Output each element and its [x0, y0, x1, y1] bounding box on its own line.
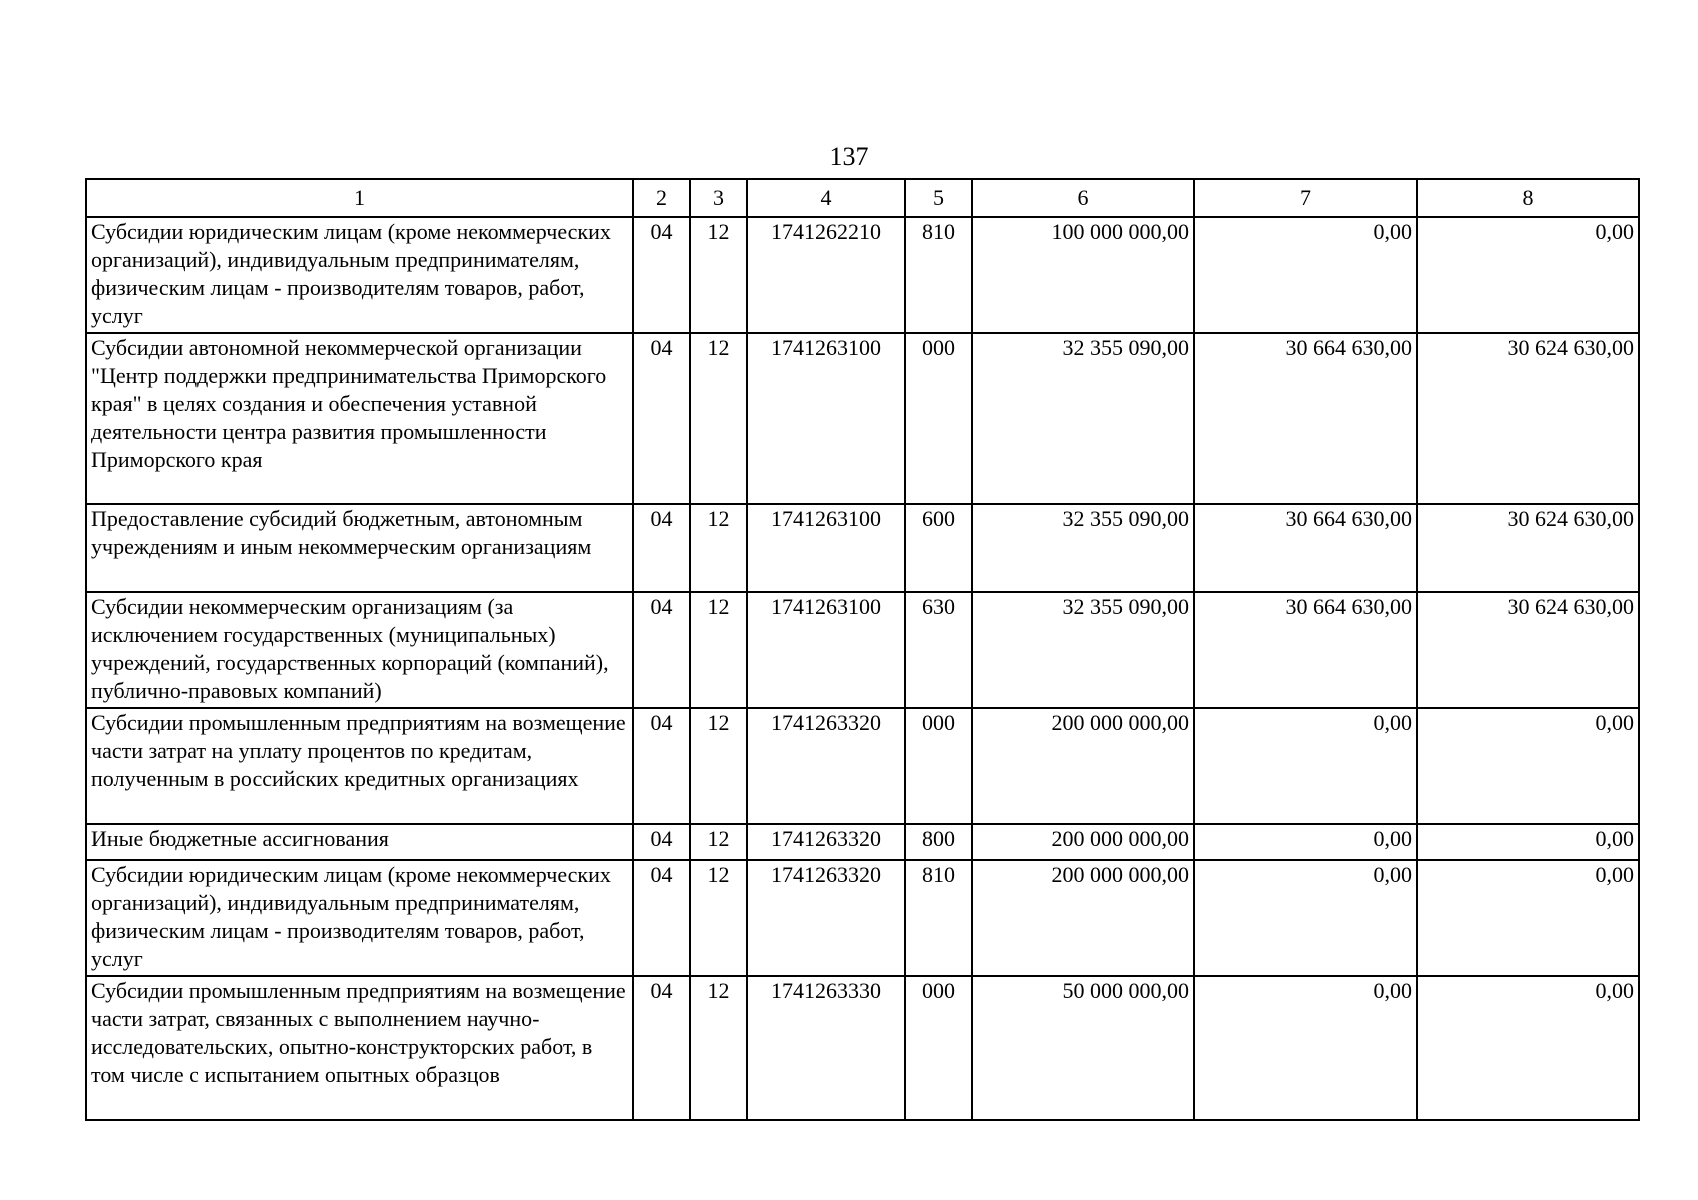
- page-number: 137: [829, 142, 869, 171]
- column-header: 8: [1417, 179, 1639, 217]
- row-name: Субсидии автономной некоммерческой организации "Центр поддержки предпринимательства Приморского края" в целях создания и обеспечения уставной деятельности центра развития промышленности Приморского края: [86, 333, 633, 504]
- row-amount-7: 30 664 630,00: [1194, 504, 1417, 592]
- row-section: 04: [633, 708, 690, 824]
- row-amount-6: 200 000 000,00: [972, 824, 1194, 860]
- row-subsection: 12: [690, 333, 747, 504]
- row-subsection: 12: [690, 592, 747, 708]
- row-amount-7: 30 664 630,00: [1194, 592, 1417, 708]
- row-name: Субсидии некоммерческим организациям (за исключением государственных (муниципальных) учреждений, государственных корпораций (компаний), публично-правовых компаний): [86, 592, 633, 708]
- row-amount-8: 30 624 630,00: [1417, 504, 1639, 592]
- row-amount-8: 0,00: [1417, 217, 1639, 333]
- column-header: 2: [633, 179, 690, 217]
- row-subsection: 12: [690, 976, 747, 1120]
- row-amount-7: 0,00: [1194, 860, 1417, 976]
- row-amount-6: 100 000 000,00: [972, 217, 1194, 333]
- row-amount-8: 0,00: [1417, 708, 1639, 824]
- column-header: 4: [747, 179, 905, 217]
- row-amount-7: 30 664 630,00: [1194, 333, 1417, 504]
- row-target-code: 1741263100: [747, 333, 905, 504]
- row-expense-type: 810: [905, 860, 972, 976]
- budget-table: [85, 178, 1640, 1121]
- row-expense-type: 800: [905, 824, 972, 860]
- row-subsection: 12: [690, 217, 747, 333]
- table-row: [86, 333, 1639, 504]
- row-section: 04: [633, 860, 690, 976]
- row-target-code: 1741262210: [747, 217, 905, 333]
- row-target-code: 1741263320: [747, 824, 905, 860]
- table-row: [86, 708, 1639, 824]
- row-section: 04: [633, 217, 690, 333]
- row-amount-6: 32 355 090,00: [972, 592, 1194, 708]
- table-row: [86, 592, 1639, 708]
- table-row: [86, 976, 1639, 1120]
- row-amount-8: 0,00: [1417, 860, 1639, 976]
- row-amount-6: 200 000 000,00: [972, 860, 1194, 976]
- table-row: [86, 824, 1639, 860]
- row-amount-8: 0,00: [1417, 976, 1639, 1120]
- row-amount-6: 200 000 000,00: [972, 708, 1194, 824]
- row-section: 04: [633, 504, 690, 592]
- row-target-code: 1741263100: [747, 504, 905, 592]
- row-target-code: 1741263100: [747, 592, 905, 708]
- table-header-row: [86, 179, 1639, 217]
- row-section: 04: [633, 333, 690, 504]
- column-header: 3: [690, 179, 747, 217]
- row-section: 04: [633, 976, 690, 1120]
- row-amount-8: 30 624 630,00: [1417, 592, 1639, 708]
- row-amount-7: 0,00: [1194, 708, 1417, 824]
- row-amount-8: 30 624 630,00: [1417, 333, 1639, 504]
- column-header: 1: [86, 179, 633, 217]
- row-expense-type: 000: [905, 708, 972, 824]
- row-name: Субсидии юридическим лицам (кроме некоммерческих организаций), индивидуальным предпринимателям, физическим лицам - производителям товаров, работ, услуг: [86, 860, 633, 976]
- row-subsection: 12: [690, 824, 747, 860]
- row-amount-7: 0,00: [1194, 824, 1417, 860]
- row-target-code: 1741263320: [747, 860, 905, 976]
- row-name: Субсидии юридическим лицам (кроме некоммерческих организаций), индивидуальным предпринимателям, физическим лицам - производителям товаров, работ, услуг: [86, 217, 633, 333]
- row-amount-8: 0,00: [1417, 824, 1639, 860]
- column-header: 5: [905, 179, 972, 217]
- row-name: Субсидии промышленным предприятиям на возмещение части затрат, связанных с выполнением научно-исследовательских, опытно-конструкторских работ, в том числе с испытанием опытных образцов: [86, 976, 633, 1120]
- row-amount-6: 50 000 000,00: [972, 976, 1194, 1120]
- row-expense-type: 000: [905, 333, 972, 504]
- row-amount-6: 32 355 090,00: [972, 504, 1194, 592]
- row-target-code: 1741263330: [747, 976, 905, 1120]
- table-row: [86, 860, 1639, 976]
- column-header: 7: [1194, 179, 1417, 217]
- row-amount-7: 0,00: [1194, 217, 1417, 333]
- row-expense-type: 000: [905, 976, 972, 1120]
- row-expense-type: 630: [905, 592, 972, 708]
- table-row: [86, 217, 1639, 333]
- row-subsection: 12: [690, 504, 747, 592]
- row-name: Иные бюджетные ассигнования: [86, 824, 633, 860]
- row-expense-type: 810: [905, 217, 972, 333]
- row-subsection: 12: [690, 860, 747, 976]
- row-amount-7: 0,00: [1194, 976, 1417, 1120]
- row-target-code: 1741263320: [747, 708, 905, 824]
- table-row: [86, 504, 1639, 592]
- row-section: 04: [633, 824, 690, 860]
- row-subsection: 12: [690, 708, 747, 824]
- row-section: 04: [633, 592, 690, 708]
- row-expense-type: 600: [905, 504, 972, 592]
- column-header: 6: [972, 179, 1194, 217]
- row-name: Предоставление субсидий бюджетным, автономным учреждениям и иным некоммерческим организациям: [86, 504, 633, 592]
- row-amount-6: 32 355 090,00: [972, 333, 1194, 504]
- row-name: Субсидии промышленным предприятиям на возмещение части затрат на уплату процентов по кредитам, полученным в российских кредитных организациях: [86, 708, 633, 824]
